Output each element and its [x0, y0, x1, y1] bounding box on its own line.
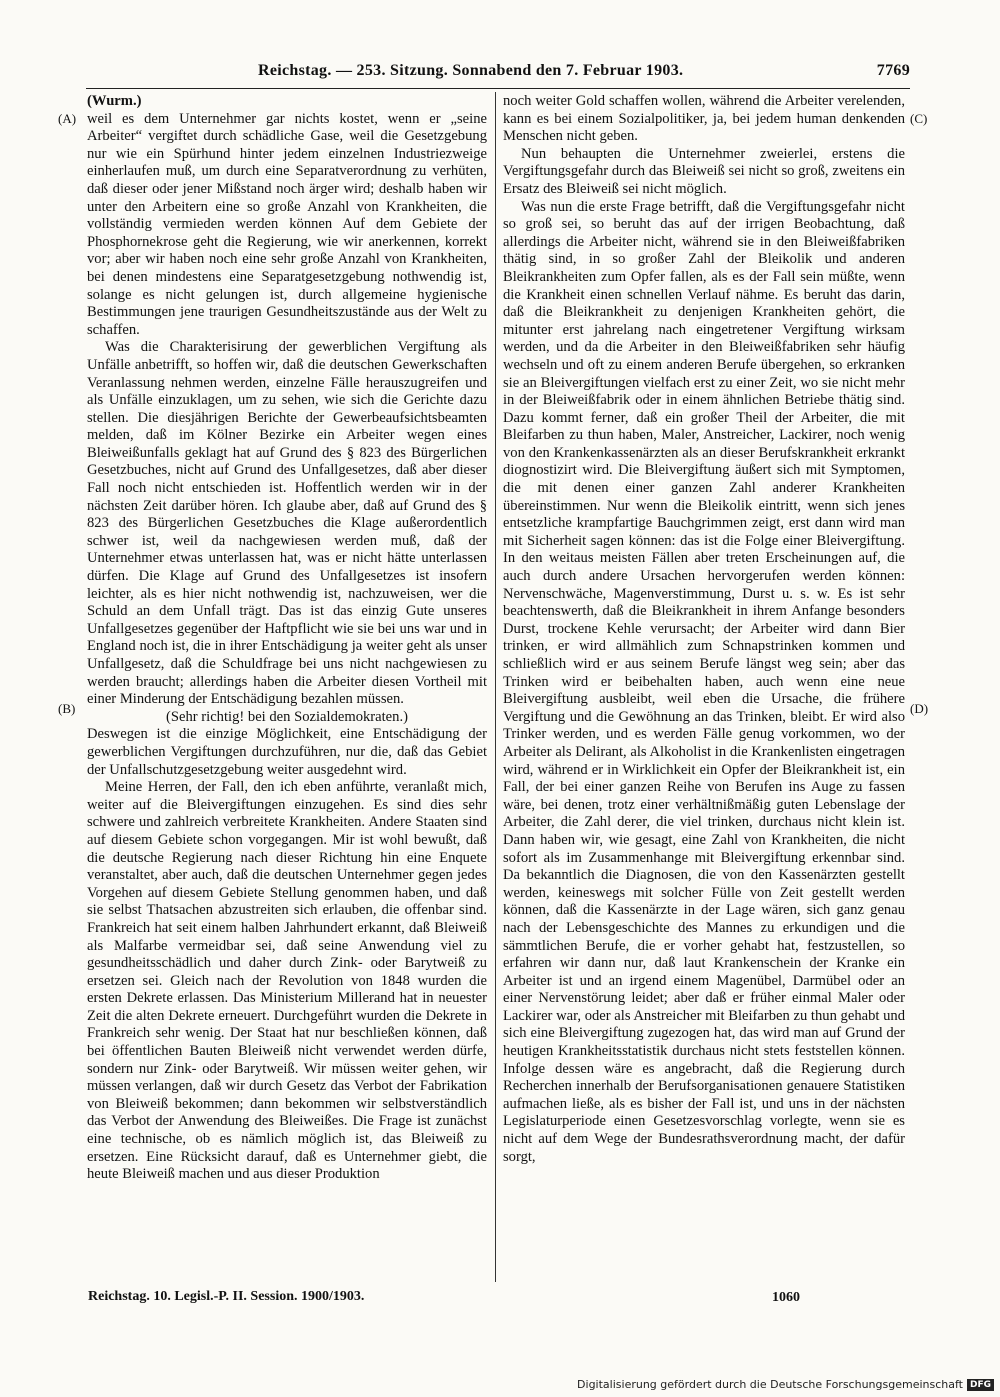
- paragraph: Deswegen ist die einzige Möglichkeit, eine Entschädigung der gewerblichen Vergiftungen durchzuführen, nur die, daß das Gebiet der Unfallschutzgesetzgebung weiter ausgedehnt wird.: [87, 726, 487, 778]
- column-divider: [495, 92, 496, 1282]
- margin-marker-a: (A): [58, 111, 77, 126]
- digitization-credit: [577, 1378, 994, 1391]
- footer-session-info: Reichstag. 10. Legisl.-P. II. Session. 1900/1903.: [88, 1289, 365, 1304]
- right-column: [503, 93, 905, 1285]
- paragraph: Was die Charakterisirung der gewerblichen Vergiftung als Unfälle anbetrifft, so hoffen wir, daß die deutschen Gewerkschaften Veranlassung nehmen werden, einzelne Fälle herauszugreifen und als Unfälle einzuklagen, um zu sehen, wie sich die Gerichte dazu stellen. Die diesjährigen Berichte der Gewerbeaufsichtsbeamten melden, daß im Kölner Bezirke ein Arbeiter wegen eines Bleiweißunfalls geklagt hat auf Grund des § 823 des Bürgerlichen Gesetzbuches, nicht auf Grund des Unfallgesetzes, daß aber dieser Fall noch nicht entschieden ist. Hoffentlich werden wir in der nächsten Zeit darüber hören. Ich glaube aber, daß auf Grund des § 823 des Bürgerlichen Gesetzbuches die Klage außerordentlich schwer ist, weil da nachgewiesen werden muß, daß der Unternehmer etwas unterlassen hat, was er nicht hätte unterlassen dürfen. Die Klage auf Grund des Unfallgesetzes ist insofern leichter, als es hier nicht nothwendig ist, nachzuweisen, wer die Schuld an dem Unfall trägt. Das ist das einzig Gute unseres Unfallgesetzes gegenüber der Haftpflicht wie sie bei uns war und in England noch ist, die in ihrer Entschädigung ja weiter geht als unser Unfallgesetz, daß die Schuldfrage bei uns nicht nachgewiesen zu werden braucht; allerdings haben die Arbeiter diesen Vortheil mit einer Minderung der Entschädigung bezahlen müssen.: [87, 339, 487, 708]
- left-column: [87, 93, 487, 1285]
- margin-marker-d: (D): [910, 701, 929, 716]
- paragraph: Meine Herren, der Fall, den ich eben anführte, veranlaßt mich, weiter auf die Bleivergiftungen einzugehen. Es sind dies sehr schwere und zahlreich verbreitete Krankheiten. Andere Staaten sind auf diesem Gebiete schon vorgegangen. Mir ist wohl bewußt, daß die deutsche Regierung nach dieser Richtung hin eine Enquete veranstaltet, aber auch, daß die deutschen Unternehmer gegen jedes Vorgehen auf diesem Gebiete Stellung genommen haben, und daß sie selbst Thatsachen abzustreiten sich erlauben, die offenbar sind. Frankreich hat seit einem halben Jahrhundert erkannt, daß Bleiweiß als Malfarbe vermeidbar sei, daß seine Anwendung viel zu gesundheitsschädlich und daher durch Zink- oder Barytweiß zu ersetzen sei. Gleich nach der Revolution von 1848 wurden die ersten Dekrete erlassen. Das Ministerium Millerand hat in neuester Zeit die alten Dekrete erneuert. Durchgeführt wurden die Dekrete in Frankreich sehr wenig. Der Staat hat nur beschließen können, daß bei öffentlichen Bauten Bleiweiß nicht verwendet werden dürfe, sondern nur Zink- oder Barytweiß. Wir müssen weiter gehen, wir müssen verlangen, daß wir durch Gesetz das Verbot der Fabrikation von Bleiweiß bekommen; dann bekommen wir selbstverständlich das Verbot der Anwendung des Bleiweißes. Die Frage ist zunächst eine technische, ob es nämlich möglich ist, das Bleiweiß zu ersetzen. Eine Rücksicht darauf, daß es Unternehmer giebt, die heute Bleiweiß machen und aus dieser Produktion: [87, 779, 487, 1183]
- speaker-name: (Wurm.): [87, 93, 142, 109]
- margin-marker-c: (C): [910, 111, 928, 126]
- footer-sheet-number: 1060: [772, 1290, 800, 1305]
- header-rule: [86, 88, 910, 89]
- credit-text: Digitalisierung gefördert durch die Deutsche Forschungsgemeinschaft: [577, 1378, 963, 1391]
- header-title: Reichstag. — 253. Sitzung. Sonnabend den 7. Februar 1903.: [258, 62, 684, 79]
- interjection: (Sehr richtig! bei den Sozialdemokraten.): [166, 708, 408, 725]
- paragraph: weil es dem Unternehmer gar nichts kostet, wenn er „seine Arbeiter“ vergiftet durch schädliche Gase, weil die Gesetzgebung nur wie ein Spürhund hinter jedem einzelnen Industriezweige einherlaufen muß, um durch eine Separatverordnung zu verhüten, daß dieser oder jener Mißstand noch ärger wird; deshalb haben wir unter den Arbeitern eine so große Anzahl von Krankheiten, die vollständig vermieden werden können Auf dem Gebiete der Phosphornekrose geht die Regierung, wie wir anerkennen, korrekt vor; aber wir haben noch eine sehr große Anzahl von Krankheiten, bei denen mindestens eine Separatgesetzgebung nothwendig ist, solange es nicht gelungen ist, durch allgemeine hygienische Bestimmungen jene traurigen Gesundheitszustände aus der Welt zu schaffen.: [87, 110, 487, 338]
- page-number: 7769: [876, 62, 910, 79]
- paragraph: Was nun die erste Frage betrifft, daß die Vergiftungsgefahr nicht so groß sei, so beruht das auf der irrigen Beobachtung, daß allerdings die Arbeiter nicht, während sie in den Bleiweißfabriken thätig sind, in so großer Zahl der Bleikolik und anderen Bleikrankheiten zum Opfer fallen, als es der Fall sein müßte, wenn die Krankheit einen schnellen Verlauf nähme. Es beruht das darin, daß die Bleikrankheit zu denjenigen Krankheiten gehört, die mitunter erst jahrelang nach eingetretener Vergiftung wirksam werden, und da die Arbeiter in den Bleiweißfabriken sehr häufig wechseln und oft zu einem anderen Berufe übergehen, so erkranken sie an Bleivergiftungen vielfach erst zu einer Zeit, wo sie nicht mehr in der Bleiweißfabrik oder in einem ähnlichen Betriebe thätig sind. Dazu kommt ferner, daß ein großer Theil der Arbeiter, die mit Bleifarben zu thun haben, Maler, Anstreicher, Lackirer, noch wenig von den Krankenkassenärzten als an dieser Berufskrankheit erkrankt diognostizirt wird. Die Bleivergiftung äußert sich mit Symptomen, die mit denen einer ganzen Zahl anderer Krankheiten übereinstimmen. Nur wenn die Bleikolik eintritt, wenn sich jenes entsetzliche krampfartige Bauchgrimmen zeigt, erst dann wird man mit Sicherheit sagen können: das ist die Folge einer Bleivergiftung. In den weitaus meisten Fällen aber treten Erscheinungen auf, die auch durch andere Ursachen hervorgerufen werden können: Nervenschwäche, Magenverstimmung, Durst u. s. w. Es ist sehr beachtenswerth, daß die Bleikrankheit in ihrem Anfange besonders Durst, trockene Kehle verursacht; der Arbeiter wird dann Bier trinken, er wird allmählich zum Schnapstrinken kommen und schließlich wird er aus seinem Berufe längst weg sein; aber das Trinken wird er beibehalten haben, auch wenn eine neue Bleivergiftung ausbleibt, weil eben die Ursache, die frühere Vergiftung und die Gewöhnung an das Trinken, bleibt. Er wird also Trinker werden, und es werden Fälle genug vorkommen, wo der Arbeiter als Delirant, als Alkoholist in die Krankenlisten eingetragen wird, während er in Wirklichkeit ein Opfer der Bleikrankheit ist, ein Fall, der bei einer ganzen Reihe von Berufen ins Auge zu fassen wäre, bei denen, trotz einer verhältnißmäßig guten Lebenslage der Arbeiter, die Zahl derer, die viel trinken, durchaus nicht klein ist. Dann haben wir, wie gesagt, eine Zahl von Krankheiten, die nicht sofort als im Zusammenhange mit Bleivergiftung erkennbar sind. Da bekanntlich die Diagnosen, die von den Kassenärzten gestellt werden, keineswegs mit solcher Fülle von Zeit gestellt werden können, daß die Kassenärzte in der Lage wären, sich ganz genau nach der Lebensgeschichte des Mannes zu erkundigen und die sämmtlichen Berufe, die er vorher gehabt hat, festzustellen, so erfahren wir dann nur, daß laut Krankenschein der Kranke ein Arbeiter ist und an irgend einem Magenübel, Darmübel oder an einer Nervenstörung leidet; aber daß er früher einmal Maler oder Lackirer war, oder als Anstreicher mit Bleifarben zu thun gehabt und sich eine Bleivergiftung zugezogen hat, das wird man auf Grund der heutigen Krankheitsstatistik durchaus nicht stets feststellen können. Infolge dessen wäre es angebracht, daß die Regierung durch Recherchen innerhalb der Berufsorganisationen genauere Statistiken aufmachen ließe, als es bisher der Fall ist, und uns in der nächsten Legislaturperiode einen Gesetzesvorschlag vorlegte, wenn sie es nicht auf dem Wege der Bundesrathsverordnung macht, der dafür sorgt,: [503, 198, 905, 1165]
- paragraph: noch weiter Gold schaffen wollen, während die Arbeiter verelenden, kann es bei einem Sozialpolitiker, ja, bei jedem human denkenden Menschen nicht geben.: [503, 93, 905, 145]
- paragraph: Nun behaupten die Unternehmer zweierlei, erstens die Vergiftungsgefahr durch das Bleiweiß sei nicht so groß, zweitens ein Ersatz des Bleiweiß sei nicht möglich.: [503, 145, 905, 197]
- margin-marker-b: (B): [58, 701, 76, 716]
- page-header: [88, 62, 910, 86]
- dfg-logo: DFG: [967, 1379, 994, 1391]
